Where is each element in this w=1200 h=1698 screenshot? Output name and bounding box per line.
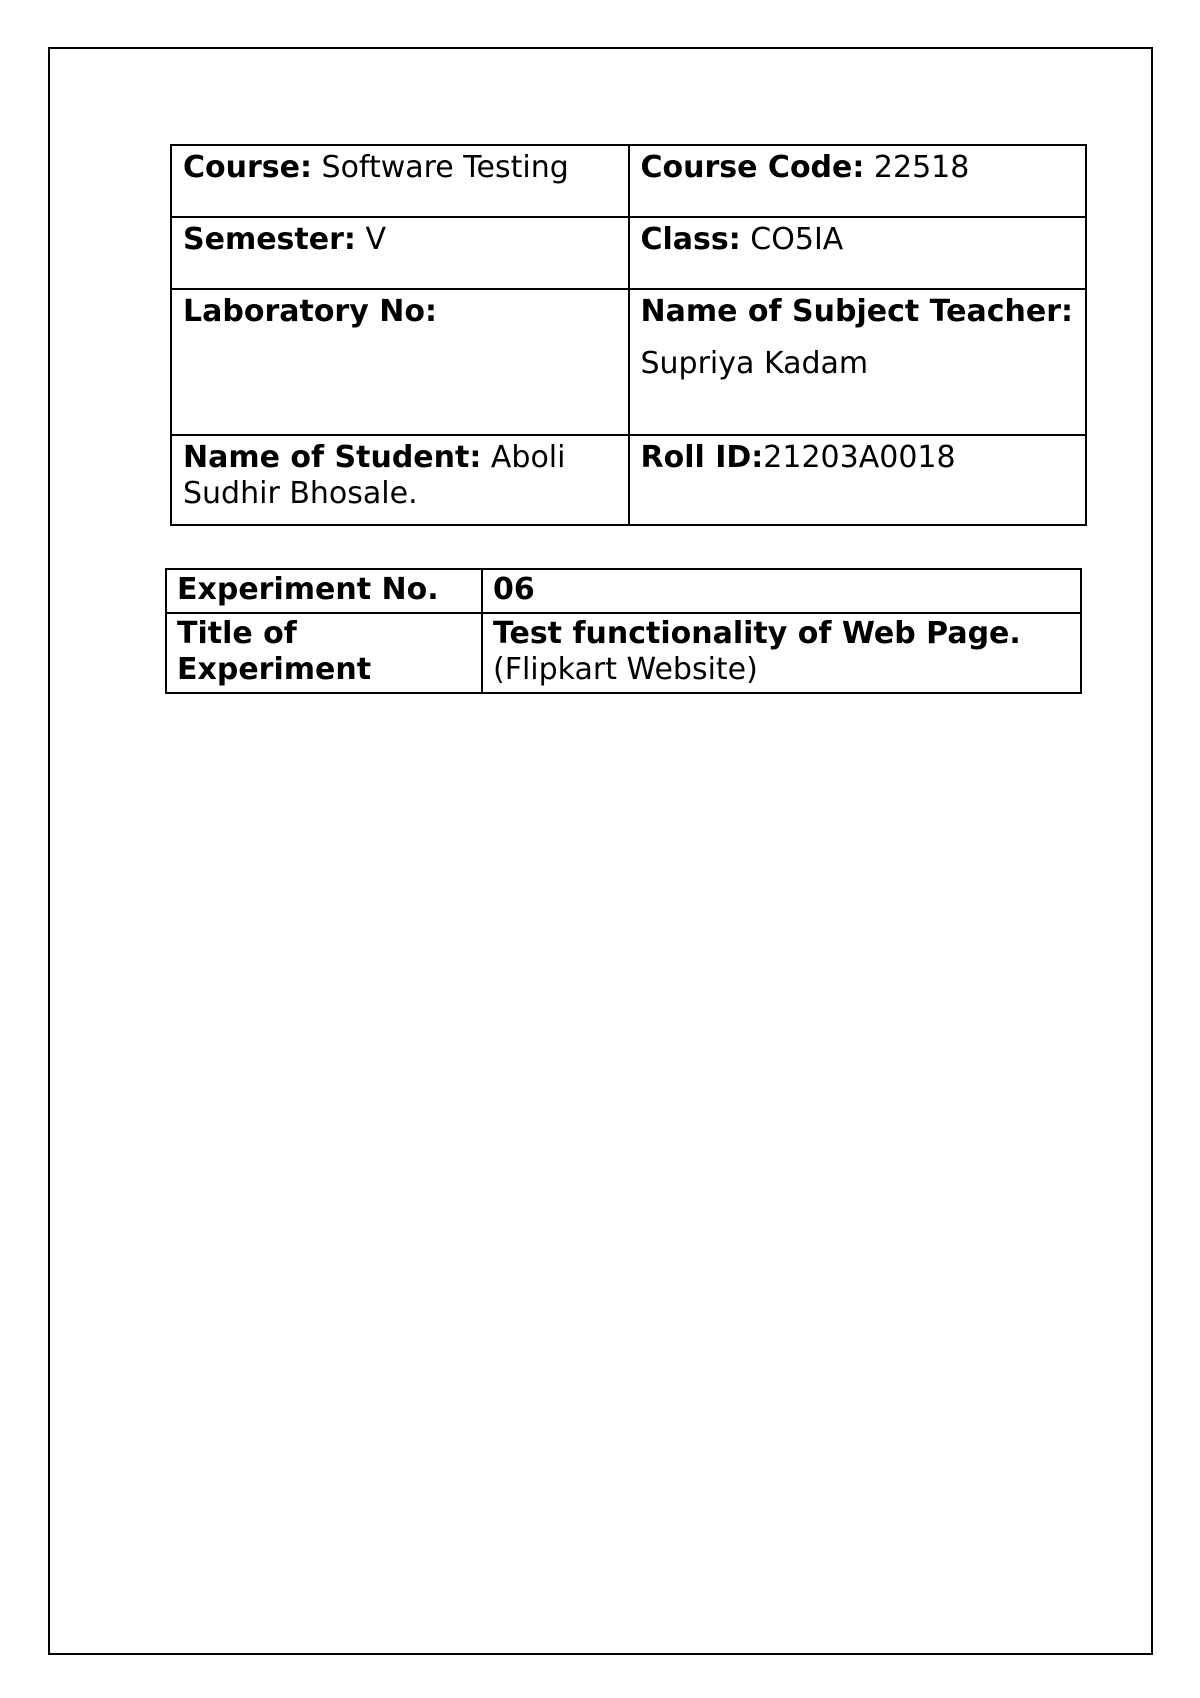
class-cell (629, 217, 1087, 289)
course-code-label: Course Code: (640, 150, 865, 185)
laboratory-no-cell (171, 289, 629, 435)
course-info-table (170, 144, 1087, 526)
class-value: CO5IA (740, 222, 844, 257)
student-name-label: Name of Student: (183, 440, 482, 475)
semester-value: V (355, 222, 386, 257)
experiment-title-label: Title of Experiment (177, 616, 372, 687)
subject-teacher-label: Name of Subject Teacher: (640, 294, 1073, 329)
student-name-value: Aboli Sudhir Bhosale. (183, 440, 566, 511)
subject-teacher-value: Supriya Kadam (640, 346, 869, 381)
course-label: Course: (183, 150, 312, 185)
semester-cell (171, 217, 629, 289)
semester-label: Semester: (183, 222, 356, 257)
experiment-no-value-cell (482, 569, 1081, 613)
course-code-value: 22518 (864, 150, 970, 185)
class-label: Class: (640, 222, 741, 257)
table-row (166, 613, 1081, 693)
roll-id-label: Roll ID: (640, 440, 764, 475)
course-cell (171, 145, 629, 217)
experiment-title-value: Test functionality of Web Page. (493, 616, 1021, 651)
laboratory-no-label: Laboratory No: (183, 294, 437, 329)
subject-teacher-cell (629, 289, 1087, 435)
experiment-title-subtitle: (Flipkart Website) (493, 652, 758, 687)
table-row (166, 569, 1081, 613)
course-value: Software Testing (311, 150, 569, 185)
experiment-no-label: Experiment No. (177, 572, 439, 607)
table-row (171, 217, 1086, 289)
roll-id-value: 21203A0018 (763, 440, 956, 475)
table-row (171, 289, 1086, 435)
table-row (171, 435, 1086, 525)
experiment-no-value: 06 (493, 572, 535, 607)
student-name-cell (171, 435, 629, 525)
experiment-no-label-cell (166, 569, 482, 613)
experiment-title-label-cell (166, 613, 482, 693)
roll-id-cell (629, 435, 1087, 525)
experiment-title-value-cell (482, 613, 1081, 693)
course-code-cell (629, 145, 1087, 217)
experiment-table (165, 568, 1082, 694)
table-row (171, 145, 1086, 217)
